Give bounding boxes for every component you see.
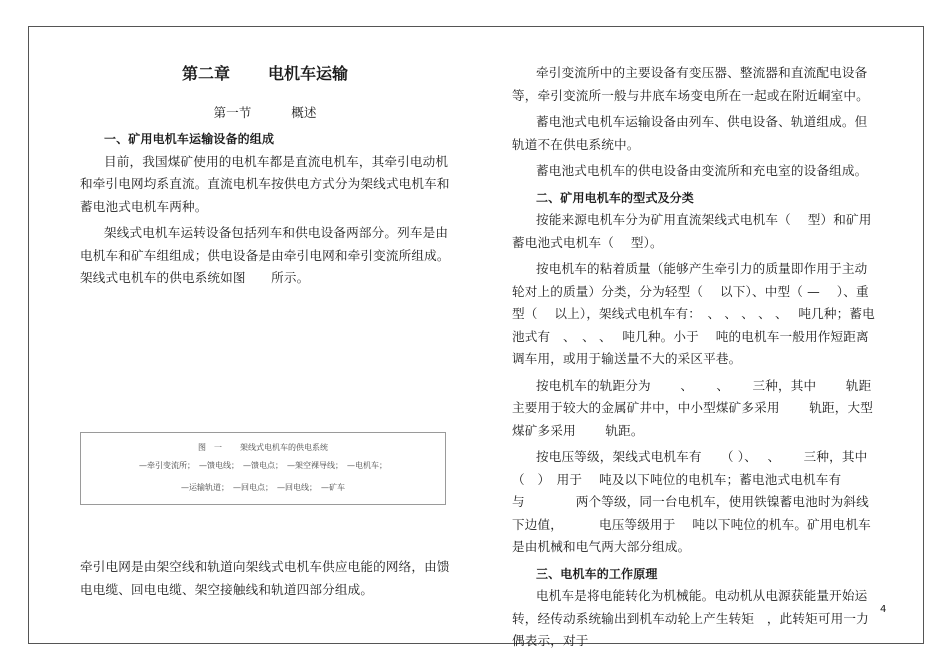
paragraph: 按能来源电机车分为矿用直流架线式电机车（ 型）和矿用蓄电池式电机车（ 型）。	[512, 212, 872, 250]
chapter-name: 电机车运输	[268, 64, 349, 83]
paragraph: 按电压等级，架线式电机车有 （ ）、 、 三种，其中（ ） 用于 吨及以下吨位的电机车；蓄电池式电机车有 与 两个等级，同一台电机车，使用铁镍蓄电池时为斜线下边值， 电压等级用于 吨以下吨位的机车。矿用电机车是由机械和电气两大部分组成。	[512, 449, 893, 554]
paragraph: 目前，我国煤矿使用的电机车都是直流电机车，其牵引电动机和牵引电网均系直流。直流电机车按供电方式分为架线式电机车和蓄电池式电机车两种。	[80, 153, 450, 214]
figure-legend-row1: —牵引变流所； —馈电线； —馈电点； —架空裸导线； —电机车；	[139, 461, 387, 470]
figure-legend-row2: —运输轨道； —回电点； —回电线； —矿车	[181, 483, 345, 492]
left-column-bottom	[80, 556, 450, 605]
section-number: 第一节	[213, 105, 252, 120]
paragraph: 按电机车的粘着质量（能够产生牵引力的质量即作用于主动轮对上的质量）分类，分为轻型（ 以下）、中型（ — ）、重型（ 以上），架线式电机车有： 、 、 、 、 、 吨几种；蓄电池式有 、 、 、 吨几种。小于 吨的电机车一般用作短距离调车用，或用于输送量不大的采区平巷。	[512, 261, 875, 366]
paragraph: 牵引变流所中的主要设备有变压器、整流器和直流配电设备等，牵引变流所一般与井底车场变电所在一起或在附近峒室中。	[512, 65, 869, 103]
paragraph: 架线式电机车运转设备包括列车和供电设备两部分。列车是由电机车和矿车组组成；供电设备是由牵引电网和牵引变流所组成。架线式电机车的供电系统如图 所示。	[80, 225, 450, 285]
paragraph: 牵引电网是由架空线和轨道向架线式电机车供应电能的网络，由馈电电缆、回电电缆、架空接触线和轨道四部分组成。	[80, 559, 450, 597]
paragraph: 蓄电池式电机车运输设备由列车、供电设备、轨道组成。但轨道不在供电系统中。	[512, 114, 868, 152]
section-name: 概述	[291, 105, 317, 120]
paragraph: 按电机车的轨距分为 、 、 三种，其中 轨距主要用于较大的金属矿井中，中小型煤矿多采用 轨距，大型煤矿多采用 轨距。	[512, 377, 873, 438]
chapter-number: 第二章	[181, 64, 230, 83]
section-title	[80, 103, 450, 123]
heading-composition: 一、矿用电机车运输设备的组成	[104, 132, 275, 146]
figure-title: 架线式电机车的供电系统	[240, 443, 328, 452]
heading-types: 二、矿用电机车的型式及分类	[536, 190, 694, 205]
figure-caption	[81, 433, 445, 455]
page-number: 4	[880, 604, 887, 615]
heading-principle: 三、电机车的工作原理	[536, 566, 658, 581]
paragraph: 电机车是将电能转化为机械能。电动机从电源获能量开始运转，经传动系统输出到机车动轮上产生转矩 ，此转矩可用一力偶表示，对于	[512, 588, 869, 648]
figure-box	[80, 432, 446, 505]
paragraph: 蓄电池式电机车的供电设备由变流所和充电室的设备组成。	[536, 163, 868, 178]
figure-number: 图 一	[198, 443, 222, 452]
right-column	[512, 62, 893, 657]
left-column	[80, 128, 450, 294]
chapter-title	[80, 62, 450, 86]
